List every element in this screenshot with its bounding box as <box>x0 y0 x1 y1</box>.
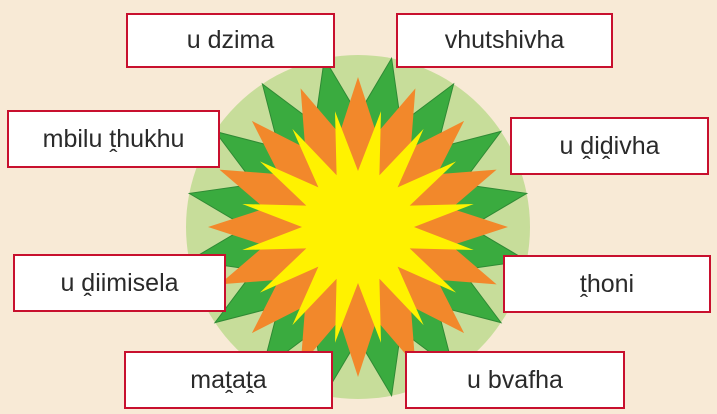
word-label: vhutshivha <box>444 26 565 54</box>
word-label: mbilu ṱhukhu <box>42 124 185 153</box>
word-box-u-didivha <box>510 117 709 175</box>
word-box-thoni <box>503 255 711 313</box>
word-label: u ḓiḓivha <box>559 131 660 160</box>
word-box-matata <box>124 351 333 409</box>
word-box-u-bvafha <box>405 351 625 409</box>
word-label: u dzima <box>186 26 275 54</box>
word-box-u-dzima <box>126 13 335 68</box>
word-box-vhutshivha <box>396 13 613 68</box>
word-box-u-diimisela <box>13 254 226 312</box>
word-label: u ḓiimisela <box>60 268 179 297</box>
word-label: maṱaṱa <box>190 365 267 394</box>
word-box-mbilu-thukhu <box>7 110 220 168</box>
word-label: ṱhoni <box>579 269 635 298</box>
word-label: u bvafha <box>467 365 563 394</box>
